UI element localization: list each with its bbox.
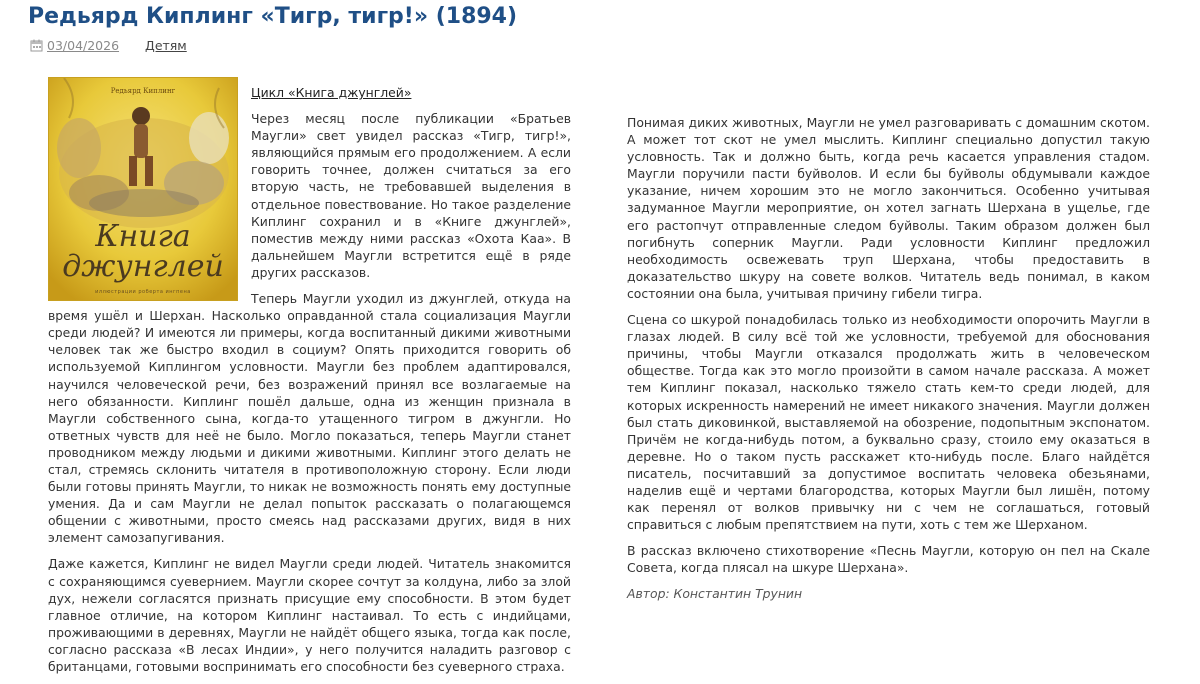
cover-subtitle: иллюстрации роберта ингпена <box>95 289 191 295</box>
cover-author: Редьярд Киплинг <box>110 87 176 95</box>
article-body-right <box>627 114 1150 612</box>
paragraph: В рассказ включено стихотворение «Песнь Маугли, которую он пел на Скале Совета, когда плясал на шкуре Шерхана». <box>627 543 1150 576</box>
article-meta <box>30 38 187 53</box>
cover-title-line1: Книга <box>95 219 191 254</box>
cover-title <box>59 219 227 284</box>
article-body-left <box>48 84 571 684</box>
paragraph: Теперь Маугли уходил из джунглей, откуда на время ушёл и Шерхан. Насколько оправданной стала социализация Маугли среди людей? И имеются ли примеры, когда воспитанный дикими животными человек так же быстро входил в социум? Опять приходится говорить об используемой Киплингом условности. Маугли без проблем адаптировался, научился человеческой речи, без возражений принял все возлагаемые на него обязанности. Киплинг пошёл дальше, одна из женщин признала в Маугли собственного сына, когда-то утащенного тигром в джунгли. Но ответных чувств для неё не было. Могло показаться, теперь Маугли станет проводником между людьми и дикими животными. Киплинг этого делать не стал, стремясь склонить читателя в противоположную сторону. Если люди были готовы принять Маугли, то никак не возможность понять ему доступные умения. Да и сам Маугли не делал попыток рассказать о полагающемся общении с животными, просто смеясь над рассказами других, видя в них элемент самозапугивания. <box>48 291 571 546</box>
category-link[interactable]: Детям <box>145 38 187 53</box>
post-date[interactable]: 03/04/2026 <box>47 38 120 53</box>
book-cover-image <box>48 77 238 301</box>
paragraph: Через месяц после публикации «Братьев Маугли» свет увидел рассказ «Тигр, тигр!», являющийся прямым его продолжением. А если говорить точнее, должен считаться за его вторую часть, не требовавшей выделения в отдельное повествование. Но такое разделение Киплинг сохранил и в «Книге джунглей», поместив между ними рассказ «Охота Каа». В дальнейшем Маугли встретится ещё в ряде других рассказов. <box>251 111 571 280</box>
cover-title-line2: джунглей <box>62 249 224 284</box>
calendar-icon <box>30 39 43 52</box>
paragraph: Даже кажется, Киплинг не видел Маугли среди людей. Читатель знакомится с сохраняющимся суевернием. Маугли скорее сочтут за колдуна, либо за злой дух, нежели согласятся признать присущие ему способности. В этом будет главное отличие, на котором Киплинг настаивал. То есть с индийцами, проживающими в деревнях, Маугли не найдёт общего языка, тогда как после, согласно рассказа «В лесах Индии», у него получится наладить разговор с британцами, готовыми воспринимать его способности без суеверного страха. <box>48 556 571 674</box>
article-title: Редьярд Киплинг «Тигр, тигр!» (1894) <box>28 4 518 29</box>
paragraph: Сцена со шкурой понадобилась только из необходимости опорочить Маугли в глазах людей. В силу всё той же условности, требуемой для обоснования причины, чтобы Маугли отказался продолжать жить в человеческом обществе. Тогда как это могло произойти в самом начале рассказа. А может тем Киплинг показал, насколько тяжело стать кем-то среди людей, для которых искренность намерений не имеет никакого значения. Маугли должен был стать диковинкой, выставляемой на обозрение, подопытным экспонатом. Причём не когда-нибудь потом, а буквально сразу, стоило ему оказаться в деревне. Но о таком пусть расскажет кто-нибудь после. Благо найдётся писатель, посчитавший за допустимое воспитать человека обезьянами, наделив ещё и чертами благородства, которых Маугли был лишён, потому как перенял от волков привычку ни с чем не соглашаться, готовый справиться с любым препятствием на пути, хоть с тем же Шерханом. <box>627 312 1150 533</box>
cycle-link[interactable]: Цикл «Книга джунглей» <box>251 85 412 100</box>
author-credit: Автор: Константин Трунин <box>627 586 803 602</box>
paragraph: Понимая диких животных, Маугли не умел разговаривать с домашним скотом. А может тот скот не умел мыслить. Киплинг специально допустил такую условность. Так и должно быть, когда речь касается управления стадом. Маугли поручили пасти буйволов. И если бы буйволы обдумывали каждое указание, ничем хорошим это не могло закончиться. Особенно учитывая задуманное Маугли мероприятие, он хотел загнать Шерхана в ущелье, где его растопчут отправленные следом буйволы. Таким образом должен был погибнуть соперник Маугли. Ради условности Киплинг предложил необходимость освежевать труп Шерхана, чтобы предоставить в доказательство шкуру на совете волков. Читатель ведь понимал, в каком состоянии она была, учитывая причину гибели тигра. <box>627 115 1150 301</box>
